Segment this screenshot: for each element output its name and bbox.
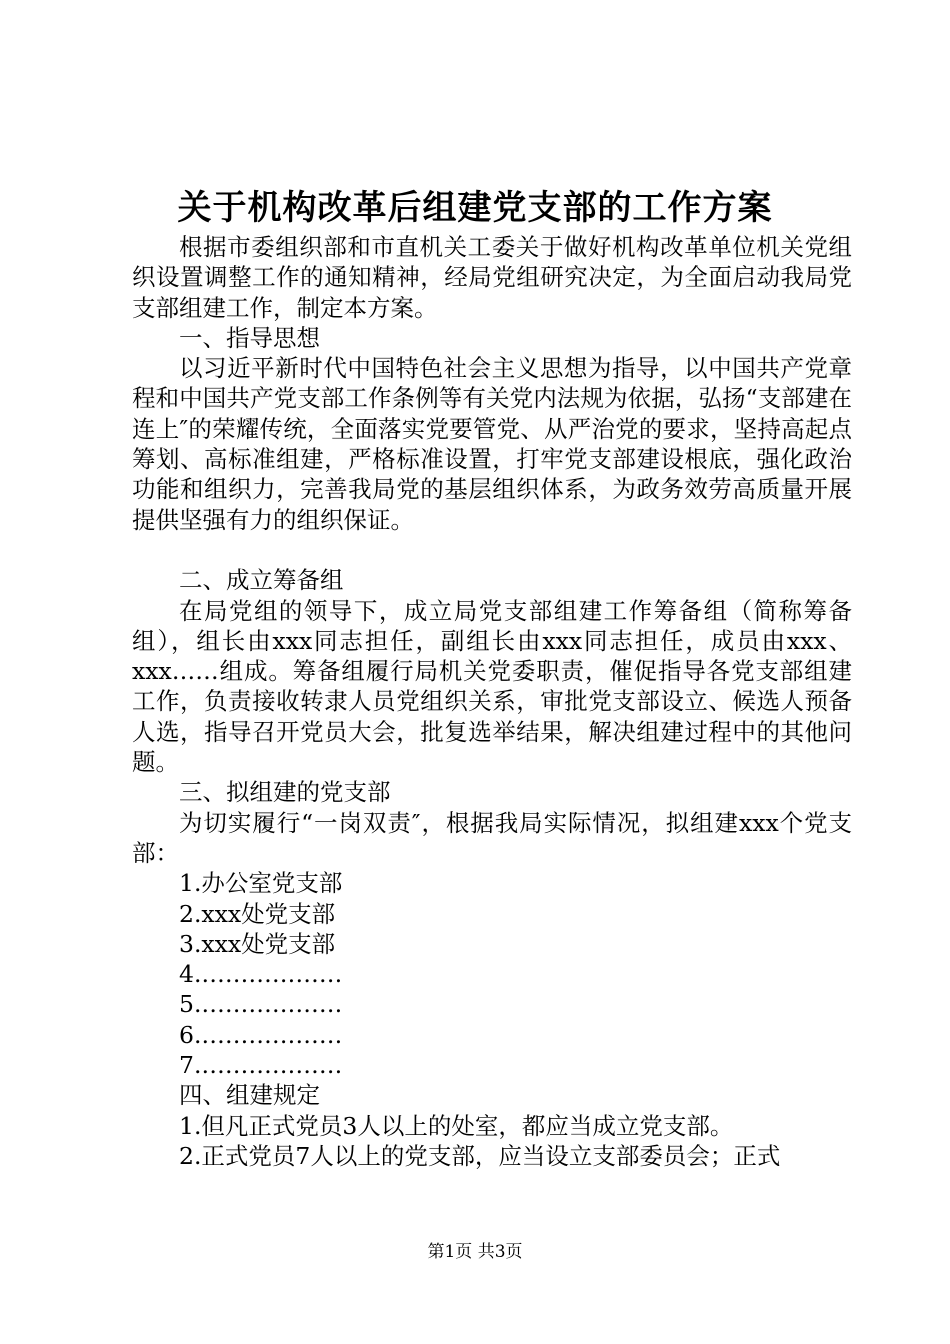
branch-list-item: 6.………………: [179, 1020, 343, 1049]
section-3-paragraph: 为切实履行“一岗双责″，根据我局实际情况，拟组建xxx个党支部：: [132, 808, 852, 867]
branch-list-item: 3.xxx处党支部: [179, 929, 336, 958]
branch-list-item: 5.………………: [179, 990, 343, 1019]
rule-item-1: 1.但凡正式党员3人以上的处室，都应当成立党支部。: [179, 1111, 734, 1140]
branch-list-item: 4.………………: [179, 960, 343, 989]
branch-list-item: 2.xxx处党支部: [179, 899, 336, 928]
section-1-heading: 一、指导思想: [179, 323, 320, 352]
paragraph-gap: [132, 535, 852, 565]
section-3-heading: 三、拟组建的党支部: [179, 778, 391, 807]
document-title: 关于机构改革后组建党支部的工作方案: [177, 188, 773, 228]
section-2-paragraph: 在局党组的领导下，成立局党支部组建工作筹备组（简称筹备组），组长由xxx同志担任，副组长由xxx同志担任，成员由xxx、xxx……组成。筹备组履行局机关党委职责，催促指导各党支部组建工作，负责接收转隶人员党组织关系，审批党支部设立、候选人预备人选，指导召开党员大会，批复选举结果，解决组建过程中的其他问题。: [132, 596, 852, 777]
section-4-heading: 四、组建规定: [179, 1081, 320, 1110]
intro-paragraph: 根据市委组织部和市直机关工委关于做好机构改革单位机关党组织设置调整工作的通知精神，经局党组研究决定，为全面启动我局党支部组建工作，制定本方案。: [132, 233, 852, 322]
document-body: [132, 232, 852, 1171]
section-2-heading: 二、成立筹备组: [179, 566, 344, 595]
branch-list-item: 7.………………: [179, 1051, 343, 1080]
branch-list-item: 1.办公室党支部: [179, 869, 343, 898]
rule-item-2: 2.正式党员7人以上的党支部，应当设立支部委员会；正式: [179, 1141, 781, 1170]
section-1-paragraph: 以习近平新时代中国特色社会主义思想为指导，以中国共产党章程和中国共产党支部工作条例等有关党内法规为依据，弘扬“支部建在连上″的荣耀传统，全面落实党要管党、从严治党的要求，坚持高起点筹划、高标准组建，严格标准设置，打牢党支部建设根底，强化政治功能和组织力，完善我局党的基层组织体系，为政务效劳高质量开展提供坚强有力的组织保证。: [132, 354, 852, 534]
page-number-footer: 第1页 共3页: [427, 1242, 523, 1262]
